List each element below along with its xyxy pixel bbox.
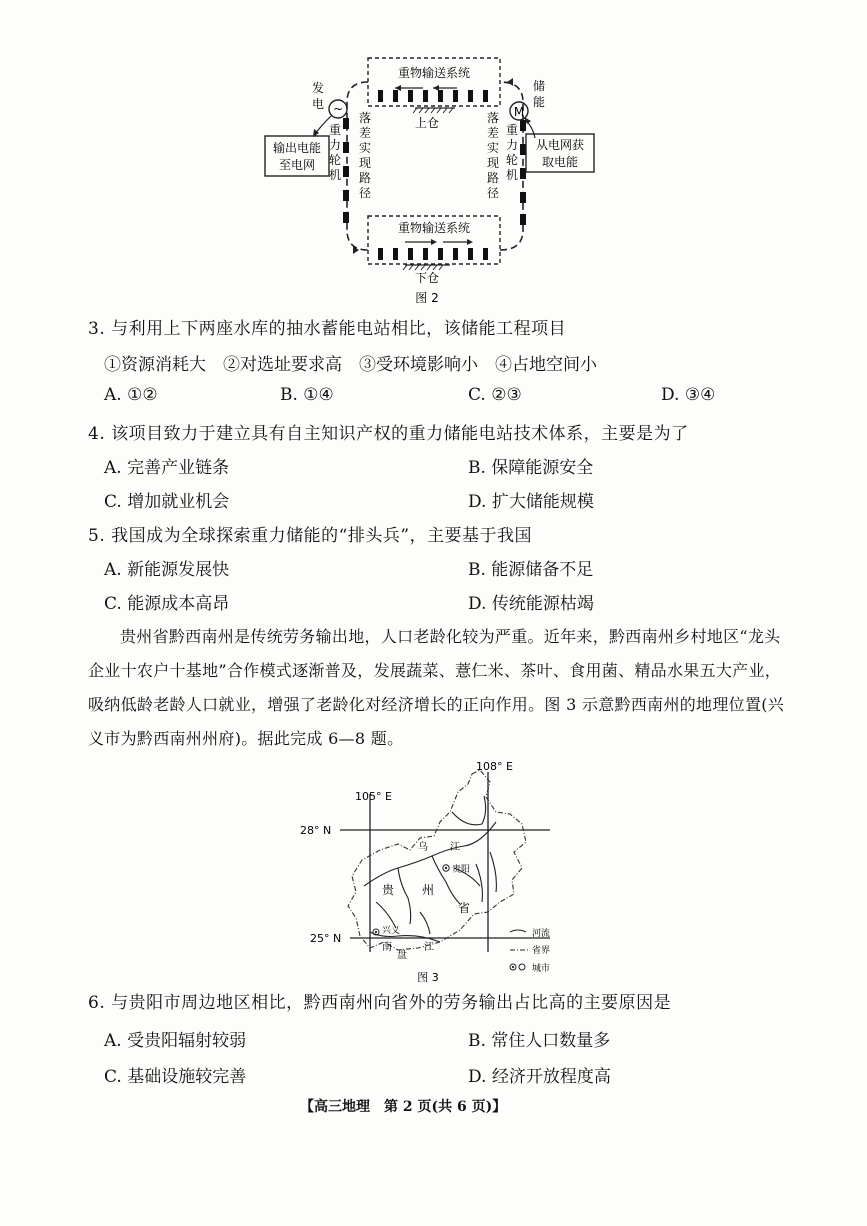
svg-text:至电网: 至电网 <box>278 158 316 172</box>
figure-2-caption: 图 2 <box>415 291 439 305</box>
svg-text:盘: 盘 <box>397 950 407 961</box>
q3-stem: 3. 与利用上下两座水库的抽水蓄能电站相比，该储能工程项目 <box>88 319 567 339</box>
svg-text:差: 差 <box>358 126 372 140</box>
left-column-weights <box>343 118 349 223</box>
svg-text:轮: 轮 <box>328 153 342 167</box>
svg-text:能: 能 <box>532 95 546 109</box>
svg-text:105° E: 105° E <box>355 790 392 803</box>
top-weights <box>378 90 488 102</box>
right-path-text <box>487 110 499 200</box>
legend-river-icon <box>510 930 526 932</box>
svg-text:发: 发 <box>311 81 325 95</box>
right-machine-text <box>506 122 518 182</box>
svg-text:兴义: 兴义 <box>382 926 401 936</box>
svg-text:乌: 乌 <box>418 842 428 853</box>
q3-option-b[interactable]: B. ①④ <box>280 385 334 405</box>
q6-option-a[interactable]: A. 受贵阳辐射较弱 <box>104 1031 247 1051</box>
svg-text:省: 省 <box>458 901 471 915</box>
svg-text:输出电能: 输出电能 <box>272 141 322 155</box>
svg-text:108° E: 108° E <box>476 760 513 773</box>
svg-text:实: 实 <box>486 141 500 155</box>
svg-text:28° N: 28° N <box>300 824 332 837</box>
svg-text:25° N: 25° N <box>310 932 342 945</box>
figure-2-gravity-storage-diagram <box>255 50 615 310</box>
svg-text:~: ~ <box>332 102 344 116</box>
q4-option-c[interactable]: C. 增加就业机会 <box>104 492 230 512</box>
q6-option-d[interactable]: D. 经济开放程度高 <box>468 1067 611 1087</box>
svg-text:州: 州 <box>422 883 435 897</box>
svg-text:河流: 河流 <box>532 929 551 939</box>
q3-option-a[interactable]: A. ①② <box>104 385 158 405</box>
svg-text:取电能: 取电能 <box>541 155 579 169</box>
svg-text:现: 现 <box>486 156 500 170</box>
svg-text:江: 江 <box>424 942 434 953</box>
q5-stem: 5. 我国成为全球探索重力储能的“排头兵”，主要基于我国 <box>88 526 533 546</box>
left-machine-text <box>329 122 341 182</box>
left-path-text <box>359 110 371 200</box>
page-footer: 【高三地理 第 2 页(共 6 页)】 <box>300 1099 507 1115</box>
svg-text:落: 落 <box>358 111 372 125</box>
svg-text:M: M <box>513 105 525 119</box>
q5-option-a[interactable]: A. 新能源发展快 <box>104 560 230 580</box>
svg-text:机: 机 <box>328 168 342 182</box>
q5-option-d[interactable]: D. 传统能源枯竭 <box>468 594 594 614</box>
svg-text:贵阳: 贵阳 <box>452 865 471 875</box>
right-label-vertical <box>533 78 545 109</box>
svg-text:力: 力 <box>505 138 519 152</box>
svg-text:路: 路 <box>486 171 500 185</box>
svg-text:重: 重 <box>505 123 519 137</box>
bottom-weights <box>378 248 488 260</box>
svg-text:机: 机 <box>505 168 519 182</box>
svg-text:轮: 轮 <box>505 153 519 167</box>
q6-option-b[interactable]: B. 常住人口数量多 <box>468 1031 611 1051</box>
q4-option-b[interactable]: B. 保障能源安全 <box>468 458 594 478</box>
svg-text:省界: 省界 <box>532 946 551 956</box>
q6-option-c[interactable]: C. 基础设施较完善 <box>104 1067 247 1087</box>
q3-option-d[interactable]: D. ③④ <box>661 385 716 405</box>
svg-text:电: 电 <box>311 97 325 111</box>
svg-text:径: 径 <box>486 186 500 200</box>
left-label-vertical <box>312 80 324 111</box>
q4-stem: 4. 该项目致力于建立具有自主知识产权的重力储能电站技术体系，主要是为了 <box>88 424 689 444</box>
map-legend <box>510 927 550 974</box>
svg-text:落: 落 <box>486 111 500 125</box>
svg-text:江: 江 <box>450 842 460 853</box>
figure-3-guizhou-map <box>300 752 570 984</box>
figure-3-caption: 图 3 <box>417 971 439 984</box>
svg-text:南: 南 <box>382 942 392 953</box>
svg-text:重: 重 <box>328 123 342 137</box>
upper-bin-label: 上仓 <box>414 116 440 130</box>
q5-option-b[interactable]: B. 能源储备不足 <box>468 560 594 580</box>
svg-text:城市: 城市 <box>532 964 551 974</box>
q5-option-c[interactable]: C. 能源成本高昂 <box>104 594 230 614</box>
svg-text:从电网获: 从电网获 <box>535 138 585 152</box>
q4-option-d[interactable]: D. 扩大储能规模 <box>468 492 594 512</box>
q4-option-a[interactable]: A. 完善产业链条 <box>104 458 230 478</box>
svg-text:力: 力 <box>328 138 342 152</box>
svg-text:路: 路 <box>358 171 372 185</box>
q6-stem: 6. 与贵阳市周边地区相比，黔西南州向省外的劳务输出占比高的主要原因是 <box>88 993 672 1013</box>
svg-text:现: 现 <box>358 156 372 170</box>
rivers <box>364 796 496 942</box>
reading-passage: 贵州省黔西南州是传统劳务输出地，人口老龄化较为严重。近年来，黔西南州乡村地区“龙头企业十农户十基地”合作模式逐渐普及，发展蔬菜、薏仁米、茶叶、食用菌、精品水果五大产业，吸纳低龄老龄人口就业，增强了老龄化对经济增长的正向作用。图 3 示意黔西南州的地理位置(兴义市为黔西南州州府)。据此完成 6—8 题。 <box>88 627 785 748</box>
svg-text:差: 差 <box>486 126 500 140</box>
svg-text:储: 储 <box>532 79 546 93</box>
svg-text:实: 实 <box>358 141 372 155</box>
top-conveyor-label: 重物输送系统 <box>397 66 471 80</box>
lower-bin-label: 下仓 <box>414 271 440 285</box>
bottom-conveyor-label: 重物输送系统 <box>397 221 471 235</box>
q3-option-c[interactable]: C. ②③ <box>468 385 522 405</box>
svg-text:贵: 贵 <box>382 883 395 897</box>
q3-items: ①资源消耗大 ②对选址要求高 ③受环境影响小 ④占地空间小 <box>104 355 597 375</box>
svg-text:径: 径 <box>358 186 372 200</box>
